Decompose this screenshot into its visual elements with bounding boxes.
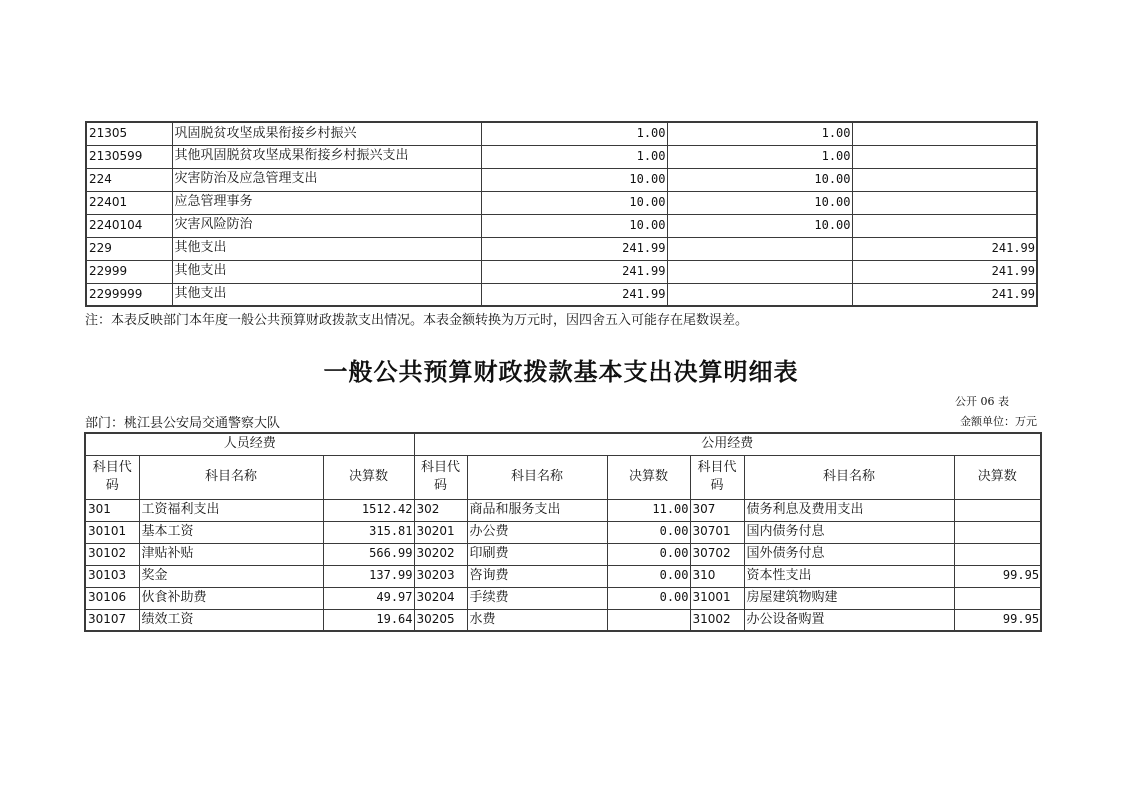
cell-project [852,214,1037,237]
cell-code: 2240104 [86,214,172,237]
cell-total: 241.99 [481,260,667,283]
table-row [86,191,1037,214]
cell-personnel-name: 工资福利支出 [139,499,323,521]
cell-public2-amount [954,521,1041,543]
cell-personnel-name: 伙食补助费 [139,587,323,609]
amount-unit-label: 金额单位：万元 [960,415,1037,428]
cell-public-name: 咨询费 [467,565,607,587]
department-label: 部门：桃江县公安局交通警察大队 [85,416,281,431]
table-row [85,587,1041,609]
cell-public-amount: 0.00 [607,521,690,543]
cell-personnel-amount: 315.81 [323,521,414,543]
cell-basic: 1.00 [667,122,852,145]
cell-project [852,191,1037,214]
cell-public2-name: 国外债务付息 [744,543,954,565]
cell-basic [667,260,852,283]
table-row [86,145,1037,168]
column-header-row [85,455,1041,499]
cell-personnel-amount: 1512.42 [323,499,414,521]
cell-public2-name: 房屋建筑物购建 [744,587,954,609]
cell-basic: 10.00 [667,214,852,237]
col-header-code: 科目代码 [414,455,467,499]
cell-name: 巩固脱贫攻坚成果衔接乡村振兴 [172,122,481,145]
cell-personnel-code: 30101 [85,521,139,543]
cell-public2-code: 31001 [690,587,744,609]
cell-public-code: 30204 [414,587,467,609]
col-header-amount: 决算数 [323,455,414,499]
cell-public-amount [607,609,690,631]
cell-personnel-code: 30102 [85,543,139,565]
cell-public2-name: 国内债务付息 [744,521,954,543]
cell-public-amount: 0.00 [607,587,690,609]
cell-personnel-name: 绩效工资 [139,609,323,631]
cell-total: 10.00 [481,214,667,237]
table-row [86,122,1037,145]
cell-public-amount: 0.00 [607,565,690,587]
cell-total: 1.00 [481,145,667,168]
cell-name: 应急管理事务 [172,191,481,214]
col-header-amount: 决算数 [954,455,1041,499]
cell-name: 其他支出 [172,260,481,283]
cell-public-name: 手续费 [467,587,607,609]
col-header-name: 科目名称 [139,455,323,499]
page-title: 一般公共预算财政拨款基本支出决算明细表 [323,358,799,386]
col-header-name: 科目名称 [744,455,954,499]
cell-code: 22401 [86,191,172,214]
cell-public2-code: 310 [690,565,744,587]
cell-name: 灾害防治及应急管理支出 [172,168,481,191]
col-header-code: 科目代码 [85,455,139,499]
cell-public2-amount [954,587,1041,609]
cell-basic [667,283,852,306]
cell-personnel-amount: 137.99 [323,565,414,587]
cell-project [852,122,1037,145]
upper-expenditure-table [85,121,1038,307]
cell-public-code: 30205 [414,609,467,631]
group-personnel-header: 人员经费 [85,433,414,455]
upper-table-body [86,122,1037,306]
cell-public2-amount: 99.95 [954,565,1041,587]
cell-public2-name: 办公设备购置 [744,609,954,631]
cell-code: 21305 [86,122,172,145]
cell-personnel-amount: 49.97 [323,587,414,609]
cell-personnel-name: 奖金 [139,565,323,587]
table-row [86,214,1037,237]
table-row [85,499,1041,521]
cell-public-name: 办公费 [467,521,607,543]
cell-total: 241.99 [481,283,667,306]
cell-public-code: 30203 [414,565,467,587]
cell-public2-name: 资本性支出 [744,565,954,587]
cell-code: 2299999 [86,283,172,306]
cell-public2-code: 30702 [690,543,744,565]
cell-public-code: 30202 [414,543,467,565]
cell-personnel-code: 301 [85,499,139,521]
table-row [86,260,1037,283]
cell-public-amount: 11.00 [607,499,690,521]
cell-personnel-code: 30106 [85,587,139,609]
cell-project [852,145,1037,168]
table-row [85,521,1041,543]
cell-total: 1.00 [481,122,667,145]
cell-total: 10.00 [481,191,667,214]
cell-project: 241.99 [852,283,1037,306]
cell-code: 229 [86,237,172,260]
group-public-header: 公用经费 [414,433,1041,455]
cell-public-name: 商品和服务支出 [467,499,607,521]
col-header-code: 科目代码 [690,455,744,499]
cell-name: 灾害风险防治 [172,214,481,237]
cell-personnel-amount: 19.64 [323,609,414,631]
table-row [85,565,1041,587]
group-header-row [85,433,1041,455]
cell-name: 其他支出 [172,283,481,306]
cell-public-code: 302 [414,499,467,521]
table-row [85,543,1041,565]
cell-public2-code: 307 [690,499,744,521]
cell-project: 241.99 [852,237,1037,260]
table-number: 公开 06 表 [955,395,1009,408]
cell-basic: 10.00 [667,168,852,191]
cell-public2-code: 30701 [690,521,744,543]
cell-personnel-amount: 566.99 [323,543,414,565]
table-row [85,609,1041,631]
cell-basic: 1.00 [667,145,852,168]
table-note: 注：本表反映部门本年度一般公共预算财政拨款支出情况。本表金额转换为万元时，因四舍五入可能存在尾数误差。 [85,313,749,328]
cell-basic: 10.00 [667,191,852,214]
cell-name: 其他巩固脱贫攻坚成果衔接乡村振兴支出 [172,145,481,168]
cell-public2-amount [954,499,1041,521]
table-row [86,168,1037,191]
cell-code: 22999 [86,260,172,283]
cell-code: 224 [86,168,172,191]
cell-public2-amount: 99.95 [954,609,1041,631]
cell-public2-amount [954,543,1041,565]
cell-public-name: 印刷费 [467,543,607,565]
col-header-name: 科目名称 [467,455,607,499]
cell-personnel-code: 30107 [85,609,139,631]
cell-project [852,168,1037,191]
lower-table-body [85,433,1041,631]
cell-public-amount: 0.00 [607,543,690,565]
cell-public2-name: 债务利息及费用支出 [744,499,954,521]
cell-total: 10.00 [481,168,667,191]
table-row [86,237,1037,260]
cell-project: 241.99 [852,260,1037,283]
cell-name: 其他支出 [172,237,481,260]
cell-total: 241.99 [481,237,667,260]
cell-public2-code: 31002 [690,609,744,631]
col-header-amount: 决算数 [607,455,690,499]
cell-personnel-name: 津贴补贴 [139,543,323,565]
cell-personnel-code: 30103 [85,565,139,587]
cell-personnel-name: 基本工资 [139,521,323,543]
cell-code: 2130599 [86,145,172,168]
basic-expenditure-detail-table [84,432,1042,632]
cell-basic [667,237,852,260]
cell-public-name: 水费 [467,609,607,631]
table-row [86,283,1037,306]
cell-public-code: 30201 [414,521,467,543]
